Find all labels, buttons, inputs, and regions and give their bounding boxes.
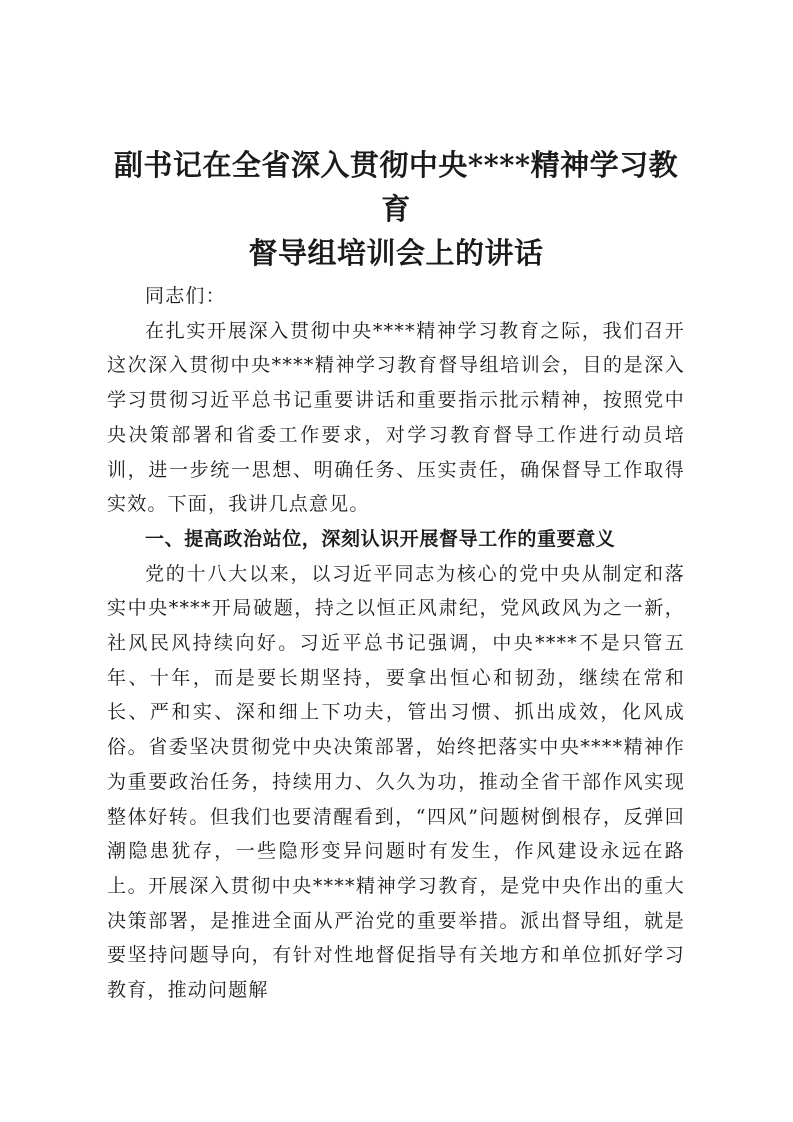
greeting: 同志们： <box>145 285 226 307</box>
title-line-2: 督导组培训会上的讲话 <box>248 236 544 270</box>
document-title <box>107 143 685 275</box>
paragraph-intro: 在扎实开展深入贯彻中央****精神学习教育之际，我们召开这次深入贯彻中央****精神学习教育督导组培训会，目的是深入学习贯彻习近平总书记重要讲话和重要指示批示精神，按照党中央决策部署和省委工作要求，对学习教育督导工作进行动员培训，进一步统一思想、明确任务、压实责任，确保督导工作取得实效。下面，我讲几点意见。 <box>107 319 685 516</box>
paragraph-section-1: 党的十八大以来，以习近平同志为核心的党中央从制定和落实中央****开局破题，持之以恒正风肃纪，党风政风为之一新，社风民风持续向好。习近平总书记强调，中央****不是只管五年、十年，而是要长期坚持，要拿出恒心和韧劲，继续在常和长、严和实、深和细上下功夫，管出习惯、抓出成效，化风成俗。省委坚决贯彻党中央决策部署，始终把落实中央****精神作为重要政治任务，持续用力、久久为功，推动全省干部作风实现整体好转。但我们也要清醒看到，“四风”问题树倒根存，反弹回潮隐患犹存，一些隐形变异问题时有发生，作风建设永远在路上。开展深入贯彻中央****精神学习教育，是党中央作出的重大决策部署，是推进全面从严治党的重要举措。派出督导组，就是要坚持问题导向，有针对性地督促指导有关地方和单位抓好学习教育，推动问题解 <box>107 562 685 1002</box>
title-line-1: 副书记在全省深入贯彻中央****精神学习教育 <box>113 148 679 226</box>
document-content <box>107 143 685 1008</box>
section-heading-1: 一、提高政治站位，深刻认识开展督导工作的重要意义 <box>145 527 616 550</box>
